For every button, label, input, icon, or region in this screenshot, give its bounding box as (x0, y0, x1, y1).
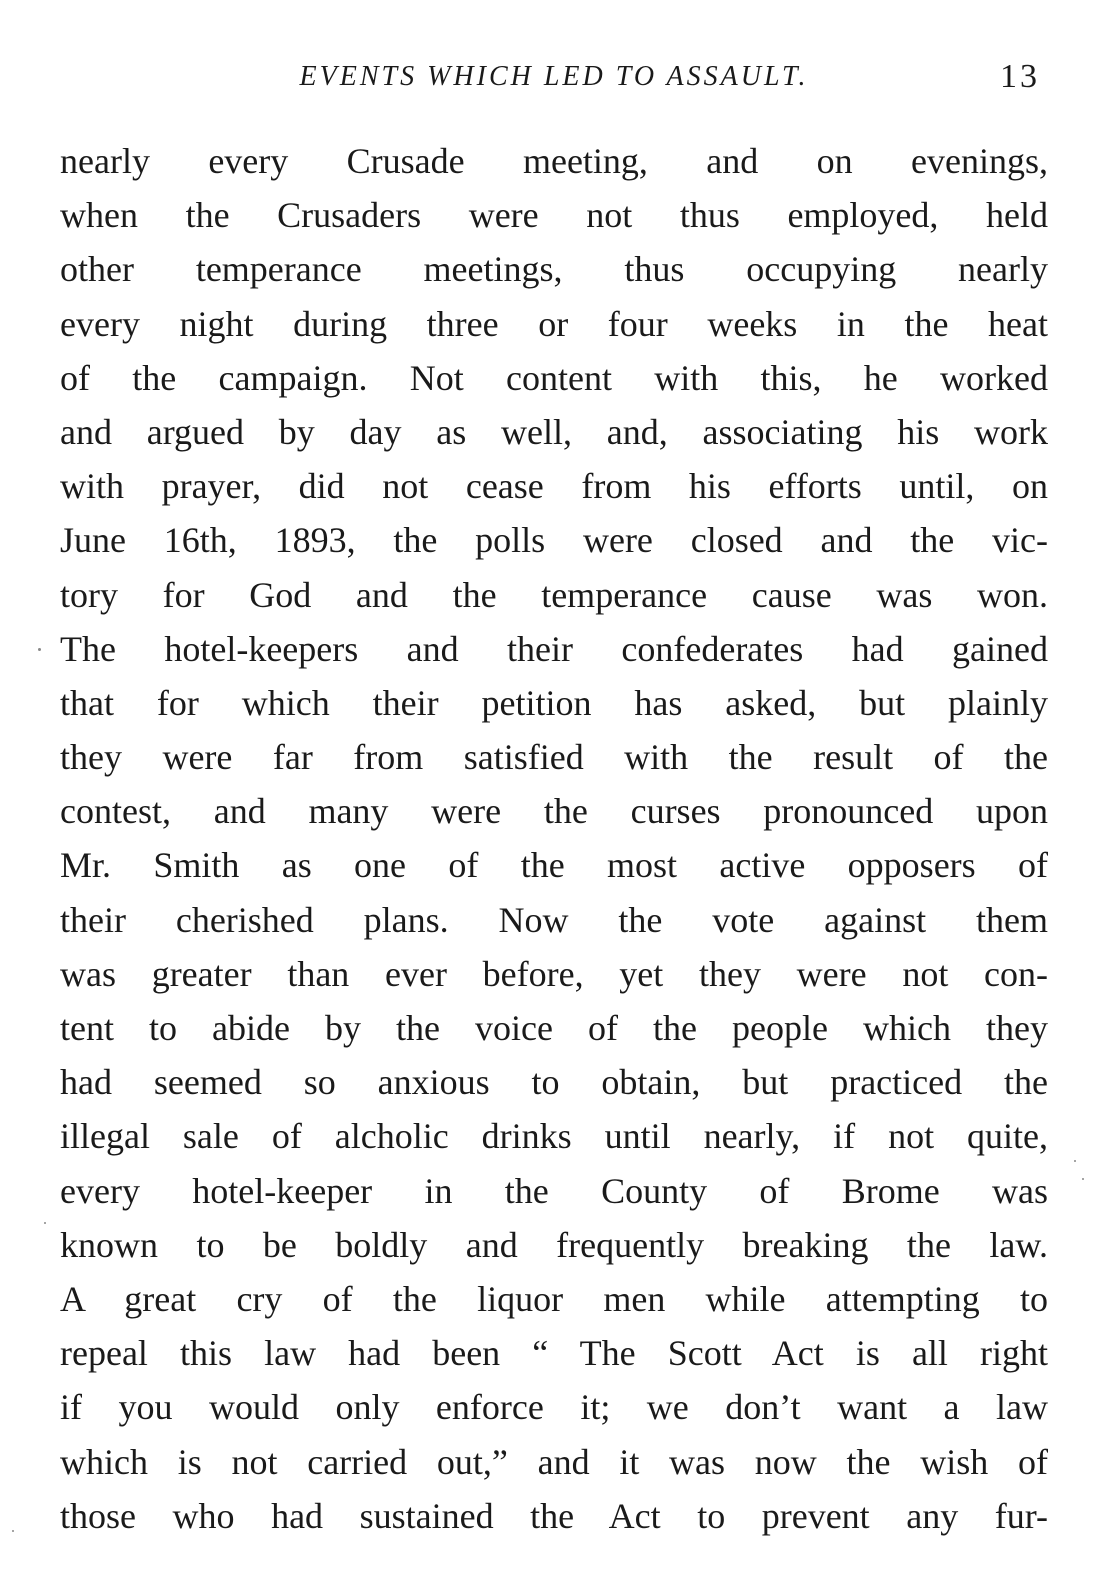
scan-speck (1074, 1160, 1076, 1162)
text-line: if you would only enforce it; we don’t want a law (60, 1387, 1048, 1428)
page-number: 13 (1000, 58, 1040, 95)
body-text (60, 134, 1048, 1543)
text-line: with prayer, did not cease from his efforts until, on (60, 466, 1048, 507)
text-line: June 16th, 1893, the polls were closed and the vic- (60, 520, 1048, 561)
text-line: which is not carried out,” and it was now the wish of (60, 1441, 1048, 1482)
text-line: of the campaign. Not content with this, he worked (60, 357, 1048, 398)
text-line: contest, and many were the curses pronounced upon (60, 791, 1048, 832)
text-line: A great cry of the liquor men while attempting to (60, 1278, 1048, 1319)
text-line: every night during three or four weeks in the heat (60, 303, 1048, 344)
running-head (60, 52, 1048, 102)
scan-speck (38, 648, 41, 651)
text-line: their cherished plans. Now the vote against them (60, 899, 1048, 940)
text-line: known to be boldly and frequently breaking the law. (60, 1224, 1048, 1265)
text-line: that for which their petition has asked, but plainly (60, 682, 1048, 723)
scan-speck (12, 1530, 14, 1532)
text-line: nearly every Crusade meeting, and on evenings, (60, 141, 1048, 181)
text-line: The hotel-keepers and their confederates had gained (60, 628, 1048, 669)
text-line: every hotel-keeper in the County of Brome was (60, 1170, 1048, 1211)
text-line: those who had sustained the Act to prevent any fur- (60, 1495, 1048, 1536)
text-line: had seemed so anxious to obtain, but practiced the (60, 1062, 1048, 1103)
text-line: other temperance meetings, thus occupying nearly (60, 249, 1048, 290)
text-line: Mr. Smith as one of the most active opposers of (60, 845, 1048, 886)
running-title: EVENTS WHICH LED TO ASSAULT. (299, 61, 809, 92)
text-line: repeal this law had been “ The Scott Act is all right (60, 1333, 1048, 1374)
text-line: tory for God and the temperance cause was won. (60, 574, 1048, 615)
text-line: was greater than ever before, yet they were not con- (60, 953, 1048, 994)
scan-speck (44, 1222, 46, 1224)
text-line: they were far from satisfied with the result of the (60, 737, 1048, 778)
text-line: tent to abide by the voice of the people which they (60, 1008, 1048, 1048)
text-line: and argued by day as well, and, associating his work (60, 411, 1048, 452)
text-line: illegal sale of alcholic drinks until nearly, if not quite, (60, 1116, 1048, 1157)
text-line: when the Crusaders were not thus employed, held (60, 195, 1048, 236)
scan-speck (1082, 1178, 1084, 1180)
